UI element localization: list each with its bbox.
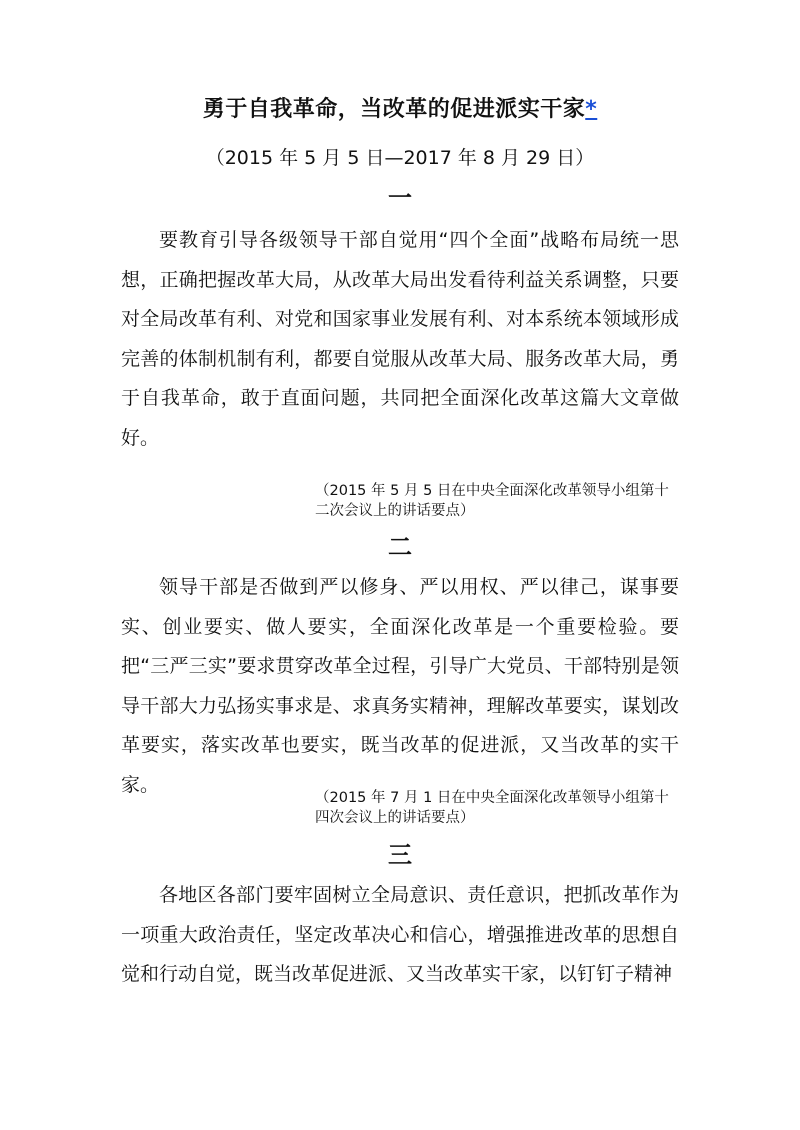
section-heading-1: 一 <box>388 184 412 212</box>
section-heading-3: 三 <box>388 841 412 869</box>
section-note-2: （2015 年 7 月 1 日在中央全面深化改革领导小组第十四次会议上的讲话要点） <box>315 790 669 826</box>
section-body-2: 领导干部是否做到严以修身、严以用权、严以律己，谋事要实、创业要实、做人要实，全面深化改革是一个重要检验。要把“三严三实”要求贯穿改革全过程，引导广大党员、干部特别是领导干部大力弘扬实事求是、求真务实精神，理解改革要实，谋划改革要实，落实改革也要实，既当改革的促进派，又当改革的实干家。 <box>121 576 679 796</box>
document-title <box>0 92 800 128</box>
footnote-link[interactable]: * <box>585 97 598 122</box>
section-heading-2: 二 <box>388 533 412 561</box>
section-body-3: 各地区各部门要牢固树立全局意识、责任意识，把抓改革作为一项重大政治责任，坚定改革决心和信心，增强推进改革的思想自觉和行动自觉，既当改革促进派、又当改革实干家，以钉钉子精神 <box>121 884 679 985</box>
date-range: （2015 年 5 月 5 日—2017 年 8 月 29 日） <box>205 147 595 169</box>
section-note-1: （2015 年 5 月 5 日在中央全面深化改革领导小组第十二次会议上的讲话要点） <box>315 483 669 519</box>
title-text: 勇于自我革命，当改革的促进派实干家 <box>202 97 586 122</box>
section-body-1: 要教育引导各级领导干部自觉用“四个全面”战略布局统一思想，正确把握改革大局，从改革大局出发看待利益关系调整，只要对全局改革有利、对党和国家事业发展有利、对本系统本领域形成完善的体制机制有利，都要自觉服从改革大局、服务改革大局，勇于自我革命，敢于直面问题，共同把全面深化改革这篇大文章做好。 <box>121 229 679 449</box>
